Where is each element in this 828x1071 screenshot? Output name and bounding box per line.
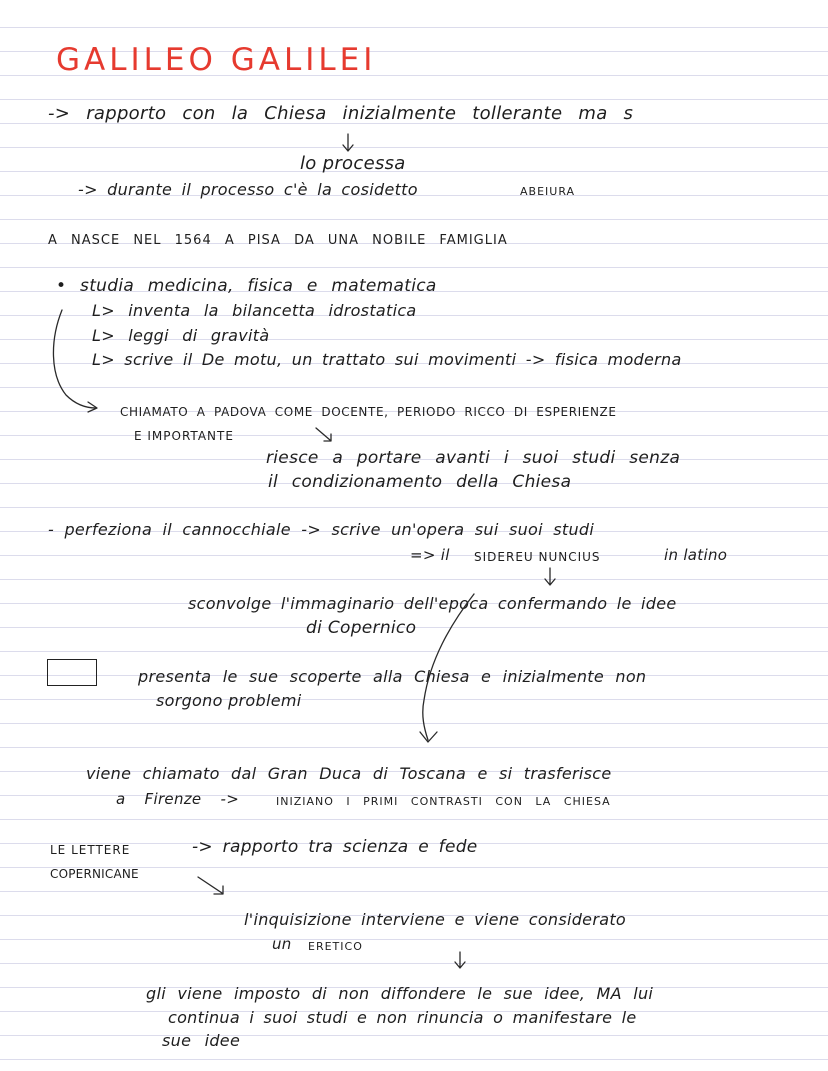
note-line: -> rapporto tra scienza e fede: [192, 837, 478, 857]
title: GALILEO GALILEI: [56, 42, 377, 78]
year-box: [47, 659, 97, 686]
arrow-down-icon: [343, 134, 353, 151]
arrow-down-icon: [455, 952, 465, 968]
note-line: sue idee: [162, 1031, 241, 1050]
note-line-caps: COPERNICANE: [50, 867, 139, 881]
note-line-caps: E IMPORTANTE: [134, 429, 234, 443]
note-line: riesce a portare avanti i suoi studi senza: [266, 448, 681, 468]
curved-arrow-icon: [53, 310, 96, 408]
arrow-down-icon: [545, 568, 555, 585]
note-line-caps: ABEIURA: [520, 185, 576, 198]
note-line: gli viene imposto di non diffondere le sue idee, MA lui: [146, 984, 654, 1003]
note-line: => il: [410, 546, 450, 564]
note-line: -> durante il processo c'è la cosidetto: [78, 180, 418, 199]
note-line: di Copernico: [306, 618, 417, 638]
note-line: continua i suoi studi e non rinuncia o manifestare le: [168, 1008, 637, 1027]
arrow-down-icon: [198, 877, 223, 894]
note-line-caps: INIZIANO I PRIMI CONTRASTI CON LA CHIESA: [276, 795, 611, 808]
note-line: L> scrive il De motu, un trattato sui movimenti -> fisica moderna: [92, 350, 682, 369]
note-line-caps: LE LETTERE: [50, 843, 131, 857]
note-line: - perfeziona il cannocchiale -> scrive un'opera sui suoi studi: [48, 520, 595, 539]
note-line-caps: A NASCE NEL 1564 A PISA DA UNA NOBILE FAMIGLIA: [48, 233, 508, 248]
note-line: viene chiamato dal Gran Duca di Toscana e si trasferisce: [86, 764, 612, 783]
note-line: L> inventa la bilancetta idrostatica: [92, 301, 417, 320]
note-line: in latino: [664, 546, 728, 564]
note-line: presenta le sue scoperte alla Chiesa e inizialmente non: [138, 667, 647, 686]
note-line: l'inquisizione interviene e viene considerato: [244, 910, 626, 929]
note-line: L> leggi di gravità: [92, 326, 270, 345]
note-line-caps: CHIAMATO A PADOVA COME DOCENTE, PERIODO RICCO DI ESPERIENZE: [120, 405, 617, 419]
arrow-down-icon: [316, 428, 331, 441]
note-line: -> rapporto con la Chiesa inizialmente tollerante ma s: [48, 103, 634, 124]
note-line: a Firenze ->: [116, 790, 240, 808]
note-line-caps: ERETICO: [308, 940, 363, 953]
note-line: un: [272, 935, 292, 953]
note-line-caps: SIDEREU NUNCIUS: [474, 550, 601, 564]
note-line: sconvolge l'immaginario dell'epoca confermando le idee: [188, 594, 677, 613]
note-line: il condizionamento della Chiesa: [268, 472, 572, 492]
note-line: lo processa: [300, 153, 406, 174]
note-line: sorgono problemi: [156, 691, 302, 710]
note-line: • studia medicina, fisica e matematica: [56, 276, 437, 296]
